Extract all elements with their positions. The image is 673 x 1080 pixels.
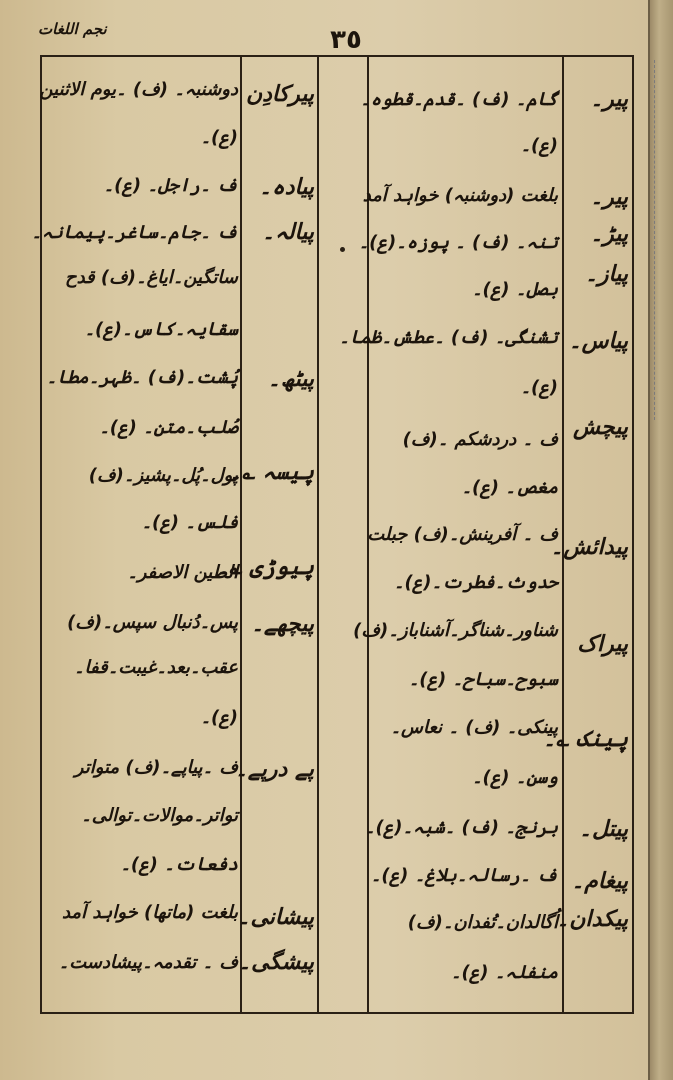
definition: سبوح۔سباح۔ (ع)۔ bbox=[408, 669, 558, 690]
definition: وسن۔ (ع)۔ bbox=[471, 767, 558, 788]
headword: پیادہ۔ bbox=[258, 175, 314, 200]
definition: بلغت (ماتھا) خواہد آمد bbox=[61, 902, 238, 923]
definition: ف ۔ دردشکم ۔(ف) bbox=[402, 429, 558, 450]
definition: سقایہ۔کاس۔(ع)۔ bbox=[84, 319, 238, 340]
definition: ف ۔جام۔ساغر۔پیمانہ۔ bbox=[31, 222, 238, 243]
definition: منفلہ۔ (ع)۔ bbox=[450, 962, 558, 983]
headword: پیکدان۔ bbox=[556, 907, 628, 932]
headword: پیشگی۔ bbox=[238, 950, 314, 975]
headword: پیٹھ۔ bbox=[267, 367, 314, 392]
definition: (ع)۔ bbox=[200, 127, 238, 148]
definition: عقب۔بعد۔غیبت۔قفا۔ bbox=[74, 657, 238, 678]
headword: پیاز۔ bbox=[585, 262, 628, 287]
headword: پیاس۔ bbox=[568, 329, 628, 354]
definition: اُگالدان۔تُفدان۔(ف) bbox=[407, 912, 558, 933]
headword: پیچش bbox=[572, 415, 628, 440]
definition: صُلب۔متن۔ (ع)۔ bbox=[99, 417, 238, 438]
headword: پیرکادِن bbox=[245, 82, 314, 107]
headword: پیشانی۔ bbox=[237, 905, 314, 930]
gutter-dot bbox=[340, 247, 345, 252]
definition: تنہ۔ (ف) ۔ پوزہ۔(ع)۔ bbox=[358, 232, 558, 253]
book-binding-edge bbox=[648, 0, 673, 1080]
definition: بلغت (دوشنبہ) خواہد آمد bbox=[362, 185, 558, 206]
dictionary-table bbox=[31, 55, 634, 1014]
headword: پیالہ۔ bbox=[262, 220, 314, 245]
definition: پول۔پُل۔پشیز۔(ف) bbox=[88, 465, 238, 486]
definition: دفعات۔ (ع)۔ bbox=[120, 854, 238, 875]
headword: پیتل۔ bbox=[579, 817, 628, 842]
running-header-title: نجم اللغات bbox=[38, 20, 107, 38]
headword: پیر۔ bbox=[590, 87, 628, 112]
headword: پیغام۔ bbox=[571, 869, 628, 894]
margin-annotation bbox=[654, 60, 671, 420]
page-number: ٣٥ bbox=[330, 25, 362, 55]
definition: ف ۔پیاپے۔(ف) متواتر bbox=[74, 757, 238, 778]
left-column-divider bbox=[240, 57, 242, 1012]
definition: ف ۔راجل۔ (ع)۔ bbox=[103, 175, 238, 196]
definition: مغص۔ (ع)۔ bbox=[461, 477, 558, 498]
definition: (ع)۔ bbox=[520, 377, 558, 398]
headword: پے درپے۔ bbox=[235, 757, 314, 782]
definition: دوشنبہ۔ (ف) ۔یوم الاثنین bbox=[39, 79, 238, 100]
definition: تواتر۔موالات۔توالی۔ bbox=[81, 805, 238, 826]
definition: گام۔ (ف) ۔قدم۔قطوہ۔ bbox=[360, 89, 558, 110]
definition: (ع)۔ bbox=[520, 135, 558, 156]
headword: پیسہ ؎۔ bbox=[228, 460, 314, 485]
headword: پینک ؎۔ bbox=[542, 727, 628, 752]
headword: پیوڑی ؎۔ bbox=[216, 555, 314, 580]
definition: بصل۔ (ع)۔ bbox=[471, 279, 558, 300]
definition: الطین الاصفر۔ bbox=[127, 562, 238, 583]
definition: شناور۔شناگر۔آشناباز۔(ف) bbox=[353, 620, 558, 641]
headword: پیراک bbox=[577, 632, 628, 657]
headword: پیڑ۔ bbox=[590, 222, 628, 247]
center-gutter-left-rule bbox=[317, 57, 319, 1012]
definition: (ع)۔ bbox=[200, 707, 238, 728]
definition: پس۔دُنبال سپس۔(ف) bbox=[67, 612, 238, 633]
definition: ف ۔ تقدمہ۔پیشادست۔ bbox=[58, 952, 238, 973]
definition: تشنگی۔ (ف) ۔عطش۔ظما۔ bbox=[339, 327, 558, 348]
headword: پیدائش۔ bbox=[550, 535, 628, 560]
definition: پینکی۔ (ف) ۔ نعاس۔ bbox=[390, 717, 558, 738]
definition: ف ۔رسالہ۔بلاغ۔ (ع)۔ bbox=[370, 865, 558, 886]
definition: حدوث۔فطرت۔(ع)۔ bbox=[393, 572, 558, 593]
definition: برنج۔ (ف) ۔شبہ۔(ع)۔ bbox=[364, 817, 558, 838]
definition: فلس۔ (ع)۔ bbox=[141, 512, 238, 533]
definition: ساتگین۔ایاغ۔(ف) قدح bbox=[64, 267, 238, 288]
definition: ف ۔ آفرینش۔(ف) جبلت bbox=[367, 524, 558, 545]
definition: پُشت۔(ف) ۔ظہر۔مطا۔ bbox=[46, 367, 238, 388]
headword: پیر۔ bbox=[590, 185, 628, 210]
headword: پیچھے۔ bbox=[251, 612, 314, 637]
